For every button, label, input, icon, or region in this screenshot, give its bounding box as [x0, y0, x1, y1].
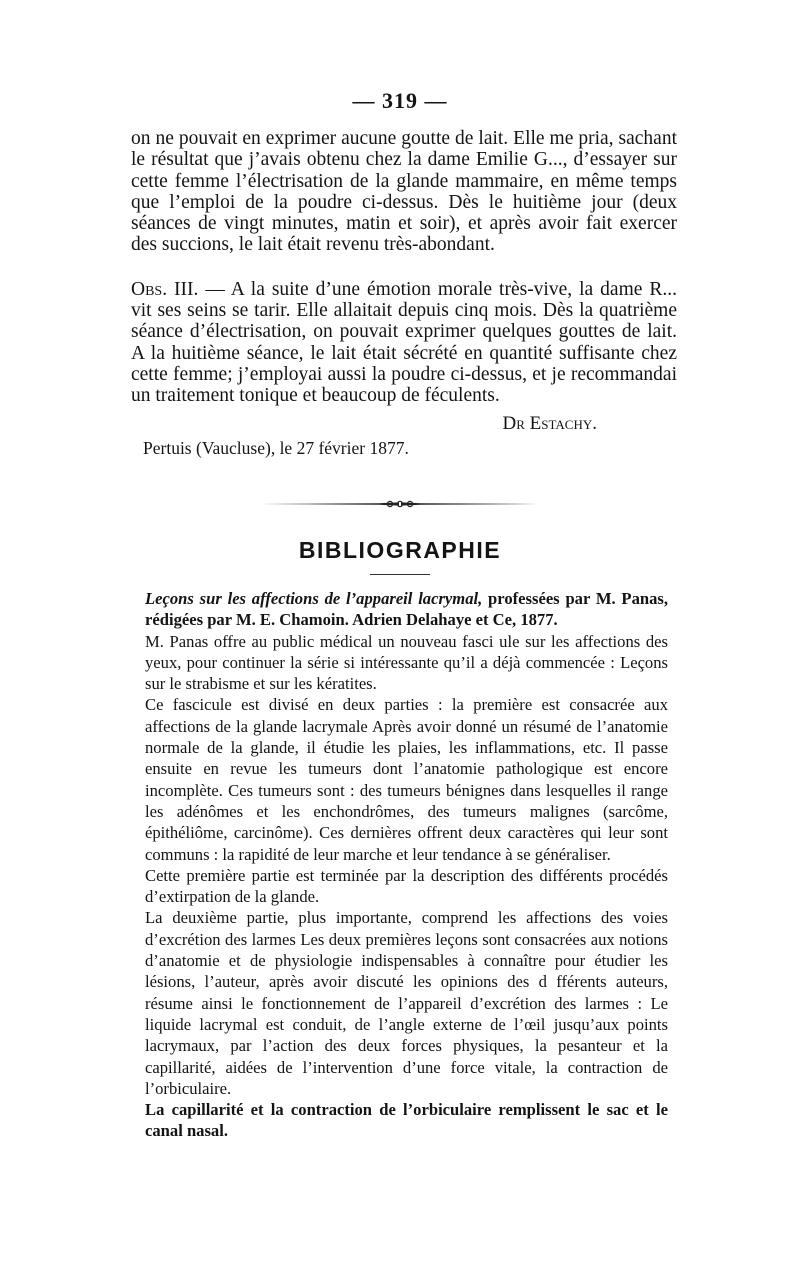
top-paragraph: on ne pouvait en exprimer aucune goutte de lait. Elle me pria, sachant le résultat que j’avais obtenu chez la dame Emilie G..., d’essayer sur cette femme l’électrisation de la glande mammaire, en même temps que l’emploi de la poudre ci-dessus. Dès le huitième jour (deux séances de vingt minutes, matin et soir), et après avoir fait exercer des succions, le lait était revenu très-abondant.: [131, 128, 677, 256]
letter-section: [131, 128, 677, 459]
section-title: BIBLIOGRAPHIE: [298, 537, 502, 563]
place-date: Pertuis (Vaucluse), le 27 février 1877.: [143, 437, 409, 458]
title-underline: [370, 574, 430, 575]
paragraph-1: M. Panas offre au public médical un nouveau fasci ule sur les affections des yeux, pour continuer la série si intéressante qu’il a déjà commencée : Leçons sur le strabisme et sur les kératites.: [145, 631, 668, 694]
ornament-divider-icon: [259, 497, 541, 511]
signature: Dr Estachy.: [502, 412, 597, 434]
paragraph-4: La deuxième partie, plus importante, comprend les affections des voies d’excrétion des larmes Les deux premières leçons sont consacrées aux notions d’anatomie et de physiologie indispensables à connaître pour étudier les lésions, l’auteur, après avoir discuté les opinions des d fférents auteurs, résume ainsi le fonctionnement de l’appareil d’excrétion des larmes : Le liquide lacrymal est conduit, de l’angle externe de l’œil jusqu’aux points lacrymaux, par l’action des deux forces physiques, la pesanteur et la capillarité, aidées de l’intervention d’une force vitale, la contraction de l’orbiculaire.: [145, 908, 668, 1098]
book-credits: professées par M. Panas, rédigées par M. E. Chamoin. Adrien Delahaye et Ce, 1877.: [145, 589, 668, 630]
bibliography-section: [145, 588, 668, 1142]
paragraph-3: Cette première partie est terminée par la description des différents procédés d’extirpation de la glande.: [145, 865, 668, 907]
observation-text: — A la suite d’une émotion morale très-vive, la dame R... vit ses seins se tarir. Elle allaitait depuis cinq mois. Dès la quatrième séance d’électrisation, on pouvait exprimer quelques gouttes de lait. A la huitième séance, le lait était sécrété en quantité suffisante chez cette femme; j’employai aussi la poudre ci-dessus, et je recommandai un traitement tonique et beaucoup de féculents.: [131, 278, 677, 407]
observation-label: Obs. III.: [131, 278, 199, 300]
paragraph-5: La capillarité et la contraction de l’orbiculaire remplissent le sac et le canal nasal.: [145, 1100, 668, 1141]
page-number: — 319 —: [352, 88, 448, 113]
observation-paragraph: [131, 279, 677, 407]
bibliography-reference: [145, 588, 668, 631]
ornamental-rule: [259, 497, 541, 511]
book-title: Leçons sur les affections de l’appareil lacrymal,: [145, 589, 483, 608]
paragraph-2: Ce fascicule est divisé en deux parties : la première est consacrée aux affections de la glande lacrymale Après avoir donné un résumé de l’anatomie normale de la glande, il étudie les plaies, les inflammations, etc. Il passe ensuite en revue les tumeurs dont l’anatomie pathologique est encore incomplète. Ces tumeurs sont : des tumeurs bénignes dans lesquelles il range les adénômes et les enchondrômes, des tumeurs malignes (sarcôme, épithéliôme, carcinôme). Ces dernières offrent deux caractères qui leur sont communs : la rapidité de leur marche et leur tendance à se généraliser.: [145, 695, 668, 864]
